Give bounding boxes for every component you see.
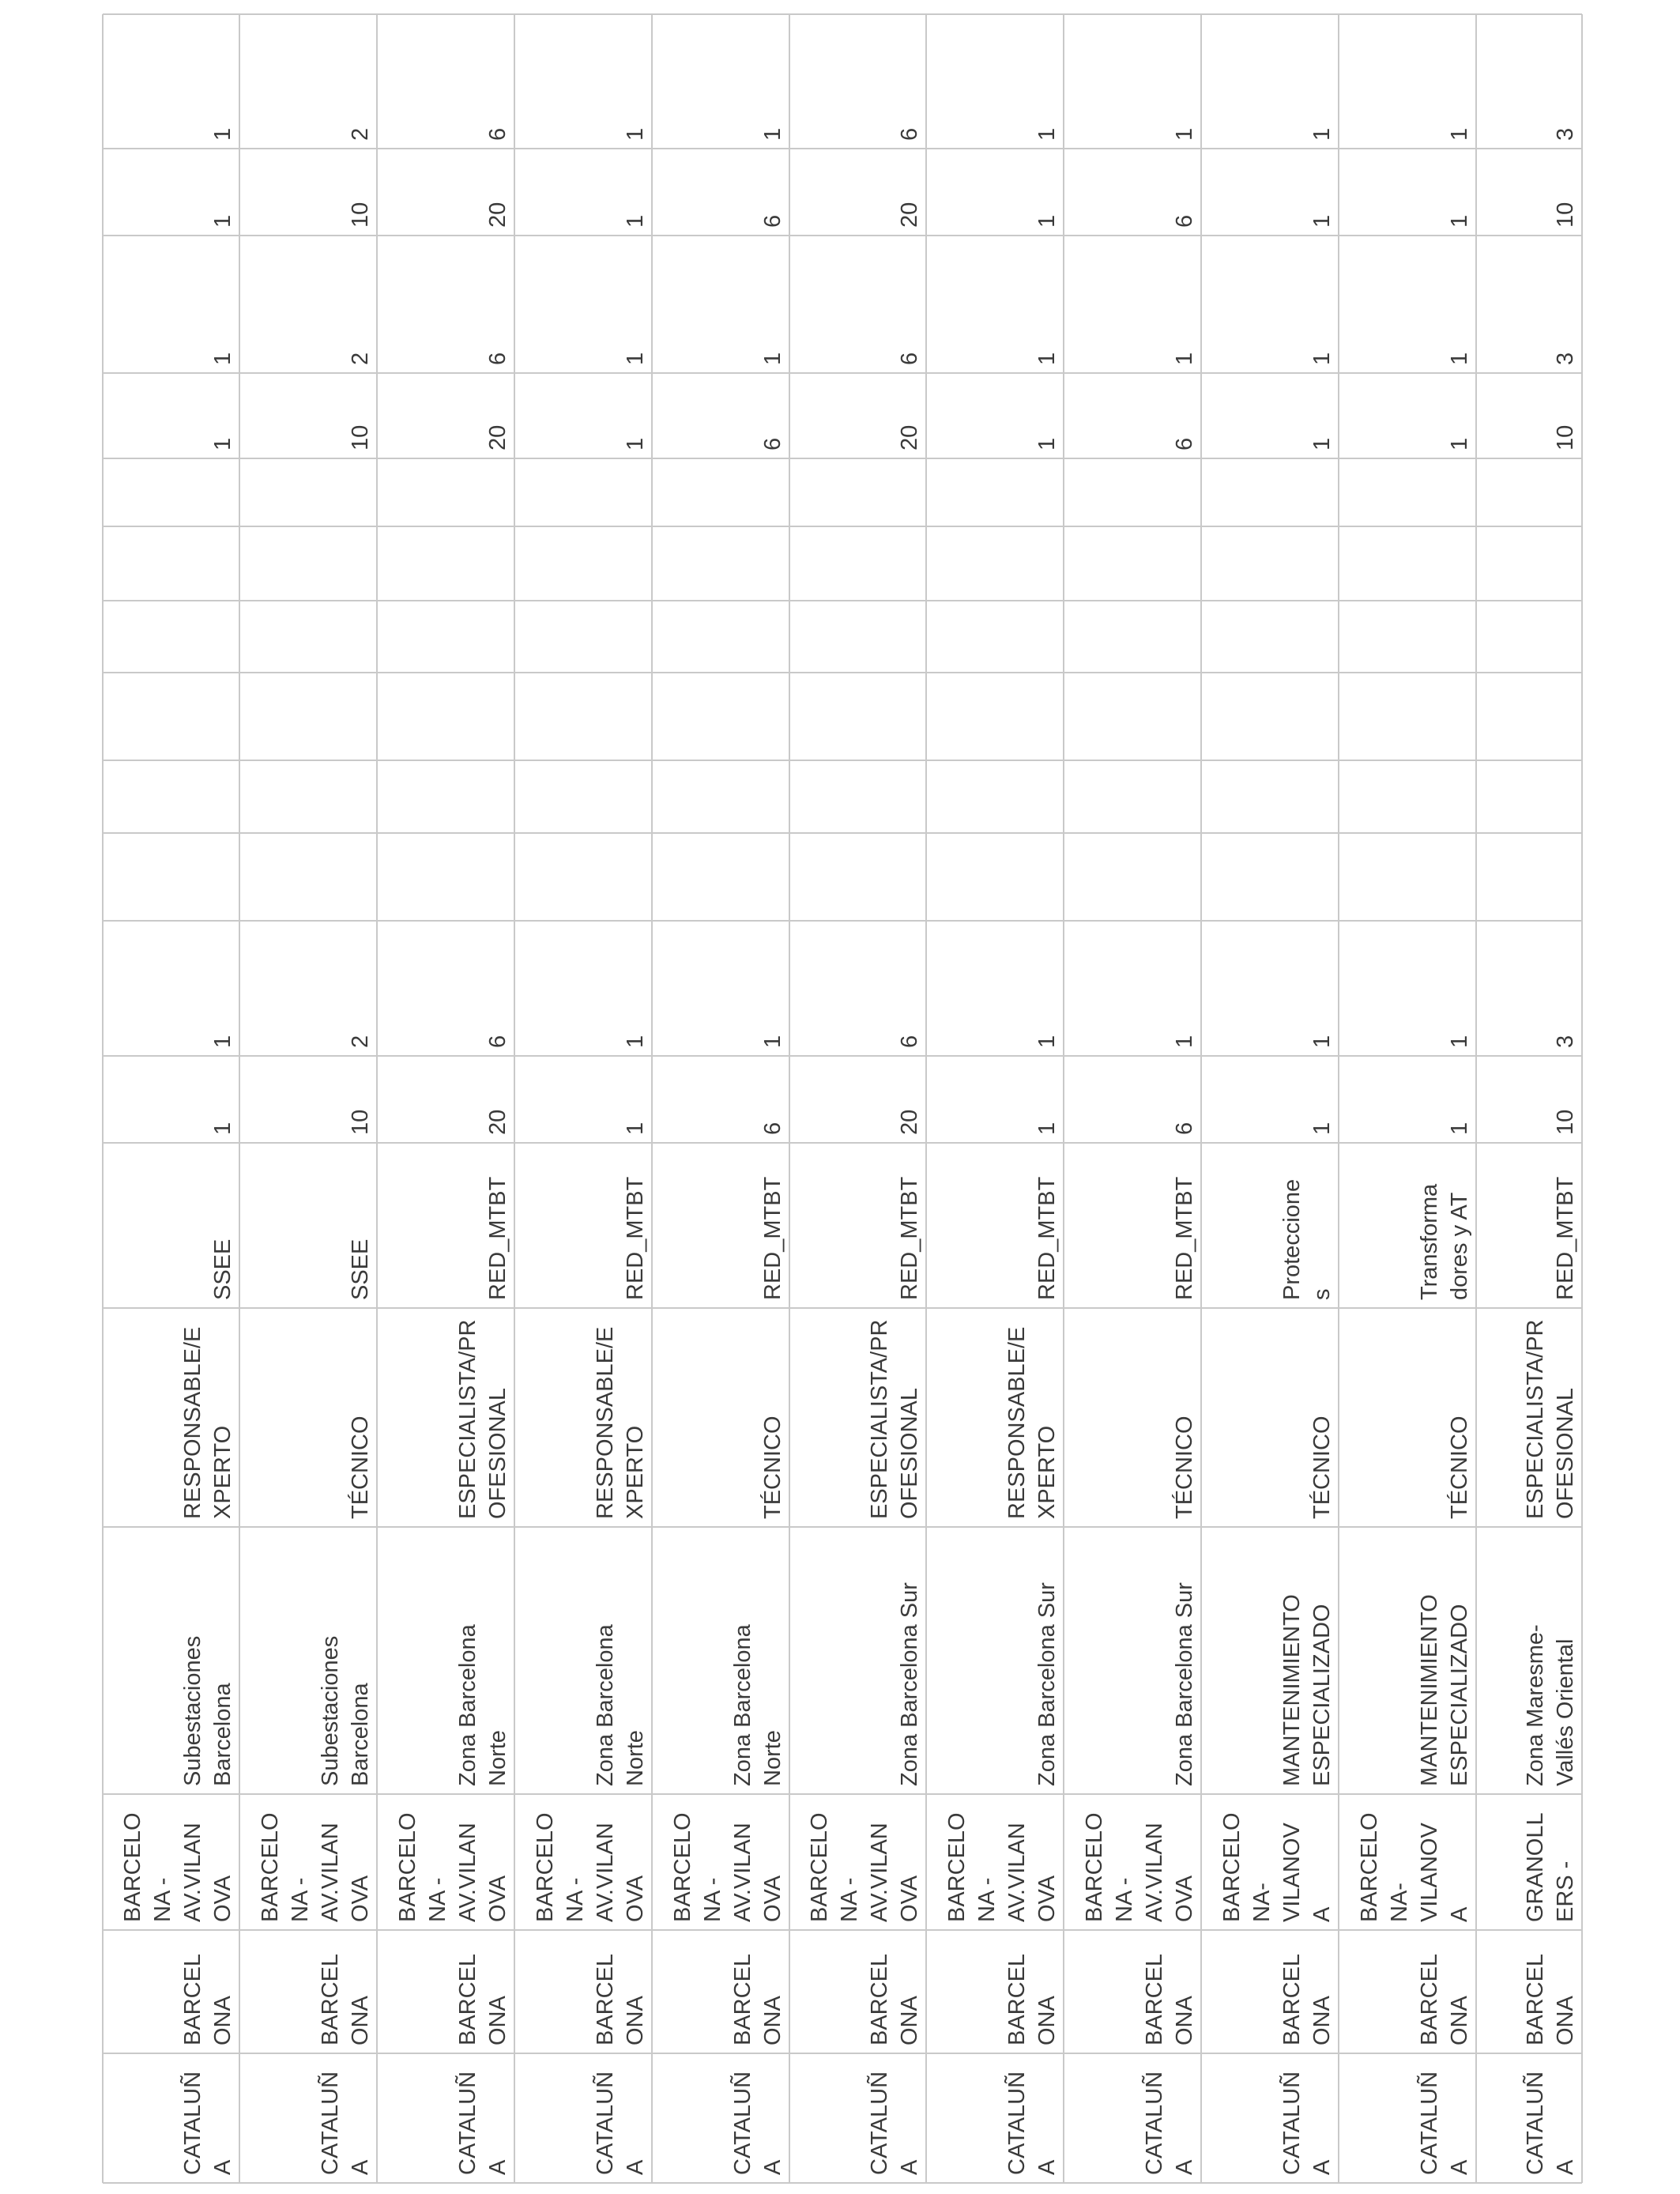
table-cell-text: 6 bbox=[485, 1035, 510, 1048]
table-cell-text: OFESIONAL bbox=[1553, 1388, 1578, 1519]
table-cell-text: 6 bbox=[760, 214, 785, 228]
table-cell-text: 1 bbox=[1309, 214, 1335, 228]
table-cell-text: 2 bbox=[348, 127, 373, 141]
table-cell-text: 20 bbox=[897, 202, 922, 228]
table-cell-text: CATALUÑ bbox=[1417, 2071, 1442, 2175]
table-cell-text: XPERTO bbox=[623, 1425, 648, 1519]
table-cell-text: AV.VILAN bbox=[1004, 1823, 1030, 1922]
table-cell-text: 1 bbox=[1172, 352, 1197, 365]
table-cell-text: 1 bbox=[210, 437, 235, 450]
table-cell-text: Proteccione bbox=[1279, 1178, 1305, 1300]
table-cell-text: 6 bbox=[897, 1035, 922, 1048]
table-cell-text: 10 bbox=[348, 424, 373, 450]
table-cell-text: XPERTO bbox=[210, 1425, 235, 1519]
table-cell-text: 20 bbox=[897, 424, 922, 450]
table-cell-text: OFESIONAL bbox=[897, 1388, 922, 1519]
table-cell-text: BARCEL bbox=[455, 1953, 480, 2045]
table-cell-text: Zona Barcelona bbox=[455, 1624, 480, 1786]
table-cell-text: MANTENIMIENTO bbox=[1417, 1594, 1442, 1786]
table-cell-text: Zona Barcelona bbox=[593, 1624, 618, 1786]
table-cell-text: Subestaciones bbox=[180, 1635, 205, 1786]
table-cell-text: 3 bbox=[1553, 352, 1578, 365]
table-cell-text: ERS - bbox=[1553, 1860, 1578, 1922]
table-cell-text: 20 bbox=[897, 1109, 922, 1135]
table-cell-text: OVA bbox=[1034, 1875, 1060, 1922]
table-cell-text: 6 bbox=[485, 352, 510, 365]
table-cell-text: 1 bbox=[1447, 352, 1472, 365]
table-cell-text: AV.VILAN bbox=[318, 1823, 343, 1922]
table-cell-text: BARCEL bbox=[593, 1953, 618, 2045]
table-cell-text: 1 bbox=[1034, 214, 1060, 228]
table-cell-text: BARCELO bbox=[120, 1812, 145, 1922]
table-cell-text: 1 bbox=[210, 352, 235, 365]
table-cell-text: NA - bbox=[425, 1877, 450, 1922]
table-cell-text: 1 bbox=[623, 1035, 648, 1048]
table-cell-text: BARCEL bbox=[867, 1953, 892, 2045]
table-cell-text: BARCEL bbox=[318, 1953, 343, 2045]
table-cell-text: 1 bbox=[1309, 1035, 1335, 1048]
table-cell-text: A bbox=[1447, 1906, 1472, 1922]
table-cell-text: ONA bbox=[897, 1996, 922, 2045]
table-cell-text: MANTENIMIENTO bbox=[1279, 1594, 1305, 1786]
table-cell-text: ONA bbox=[485, 1996, 510, 2045]
table-cell-text: Vallés Oriental bbox=[1553, 1638, 1578, 1786]
table-cell-text: 1 bbox=[210, 1035, 235, 1048]
table-cell-text: ONA bbox=[1447, 1996, 1472, 2045]
table-cell-text: A bbox=[485, 2159, 510, 2175]
table-cell-text: BARCELO bbox=[258, 1812, 283, 1922]
table-cell-text: OVA bbox=[348, 1875, 373, 1922]
table-cell-text: 1 bbox=[1447, 1035, 1472, 1048]
table-cell-text: 6 bbox=[1172, 437, 1197, 450]
table-cell-text: dores y AT bbox=[1447, 1192, 1472, 1300]
table-cell-text: A bbox=[623, 2159, 648, 2175]
table-cell-text: AV.VILAN bbox=[867, 1823, 892, 1922]
table-cell-text: Zona Maresme- bbox=[1523, 1624, 1548, 1786]
table-cell-text: CATALUÑ bbox=[593, 2071, 618, 2175]
table-cells bbox=[120, 128, 1578, 2175]
table-cell-text: 1 bbox=[760, 127, 785, 141]
table-cell-text: Zona Barcelona Sur bbox=[897, 1582, 922, 1786]
table-cell-text: 20 bbox=[485, 424, 510, 450]
table-cell-text: 6 bbox=[897, 127, 922, 141]
table-cell-text: GRANOLL bbox=[1523, 1812, 1548, 1922]
table-cell-text: A bbox=[348, 2159, 373, 2175]
table-cell-text: 20 bbox=[485, 202, 510, 228]
table-cell-text: 1 bbox=[1309, 127, 1335, 141]
table-cell-text: 2 bbox=[348, 352, 373, 365]
table-cell-text: BARCELO bbox=[395, 1812, 420, 1922]
table-cell-text: BARCELO bbox=[944, 1812, 970, 1922]
table-cell-text: 6 bbox=[760, 437, 785, 450]
table-cell-text: 1 bbox=[210, 127, 235, 141]
table-cell-text: CATALUÑ bbox=[1142, 2071, 1167, 2175]
table-cell-text: ESPECIALISTA/PR bbox=[867, 1319, 892, 1519]
table-cell-text: A bbox=[760, 2159, 785, 2175]
table-cell-text: 1 bbox=[623, 1122, 648, 1135]
table-cell-text: BARCEL bbox=[1279, 1953, 1305, 2045]
table-cell-text: ONA bbox=[760, 1996, 785, 2045]
table-cell-text: OVA bbox=[485, 1875, 510, 1922]
table-cell-text: 1 bbox=[1447, 214, 1472, 228]
table-cell-text: RESPONSABLE/E bbox=[593, 1326, 618, 1519]
table-cell-text: 1 bbox=[210, 214, 235, 228]
table-cell-text: VILANOV bbox=[1417, 1823, 1442, 1922]
table-cell-text: Transforma bbox=[1417, 1183, 1442, 1300]
table-cell-text: SSEE bbox=[348, 1238, 373, 1300]
table-cell-text: RED_MTBT bbox=[485, 1176, 510, 1300]
table-cell-text: RED_MTBT bbox=[760, 1176, 785, 1300]
table-cell-text: OVA bbox=[760, 1875, 785, 1922]
table-cell-text: RESPONSABLE/E bbox=[180, 1326, 205, 1519]
table-cell-text: NA - bbox=[700, 1877, 725, 1922]
table-cell-text: 1 bbox=[1447, 127, 1472, 141]
table-cell-text: 10 bbox=[1553, 424, 1578, 450]
table-cell-text: ONA bbox=[1172, 1996, 1197, 2045]
table-cell-text: 1 bbox=[623, 127, 648, 141]
table-cell-text: TÉCNICO bbox=[1447, 1416, 1472, 1519]
table-cell-text: RED_MTBT bbox=[623, 1176, 648, 1300]
table-cell-text: ONA bbox=[1034, 1996, 1060, 2045]
table-cell-text: 1 bbox=[1172, 127, 1197, 141]
table-cell-text: OVA bbox=[210, 1875, 235, 1922]
table-cell-text: 1 bbox=[210, 1122, 235, 1135]
table-cell-text: ONA bbox=[1553, 1996, 1578, 2045]
table-cell-text: BARCELO bbox=[807, 1812, 832, 1922]
table-cell-text: NA - bbox=[150, 1877, 175, 1922]
table-cell-text: 2 bbox=[348, 1035, 373, 1048]
table-cell-text: CATALUÑ bbox=[1004, 2071, 1030, 2175]
table-cell-text: TÉCNICO bbox=[1309, 1416, 1335, 1519]
table-cell-text: A bbox=[1309, 2159, 1335, 2175]
table-cell-text: A bbox=[897, 2159, 922, 2175]
table-cell-text: 10 bbox=[1553, 1109, 1578, 1135]
table-cell-text: 1 bbox=[760, 352, 785, 365]
table-cell-text: 1 bbox=[1309, 352, 1335, 365]
table-cell-text: Norte bbox=[485, 1730, 510, 1786]
table-cell-text: TÉCNICO bbox=[1172, 1416, 1197, 1519]
table-cell-text: XPERTO bbox=[1034, 1425, 1060, 1519]
table-cell-text: NA - bbox=[837, 1877, 862, 1922]
table-cell-text: 6 bbox=[760, 1122, 785, 1135]
table-cell-text: A bbox=[1309, 1906, 1335, 1922]
table-cell-text: Subestaciones bbox=[318, 1635, 343, 1786]
table-cell-text: Barcelona bbox=[210, 1683, 235, 1786]
table-cell-text: 3 bbox=[1553, 1035, 1578, 1048]
table-cell-text: 1 bbox=[623, 352, 648, 365]
table-cell-text: ONA bbox=[348, 1996, 373, 2045]
table-cell-text: BARCEL bbox=[180, 1953, 205, 2045]
table-cell-text: ONA bbox=[1309, 1996, 1335, 2045]
table-cell-text: BARCEL bbox=[1004, 1953, 1030, 2045]
table-cell-text: 10 bbox=[348, 202, 373, 228]
table-cell-text: A bbox=[1172, 2159, 1197, 2175]
table-cell-text: BARCEL bbox=[1523, 1953, 1548, 2045]
table-cell-text: CATALUÑ bbox=[867, 2071, 892, 2175]
table-cell-text: BARCEL bbox=[1417, 1953, 1442, 2045]
table-cell-text: BARCELO bbox=[1219, 1812, 1245, 1922]
table-cell-text: Norte bbox=[623, 1730, 648, 1786]
table-cell-text: CATALUÑ bbox=[1523, 2071, 1548, 2175]
table-cell-text: Zona Barcelona Sur bbox=[1034, 1582, 1060, 1786]
table-cell-text: ESPECIALIZADO bbox=[1309, 1604, 1335, 1786]
table-cell-text: BARCEL bbox=[1142, 1953, 1167, 2045]
table-cell-text: BARCELO bbox=[1357, 1812, 1382, 1922]
table-cell-text: ESPECIALISTA/PR bbox=[1523, 1319, 1548, 1519]
table-cell-text: RED_MTBT bbox=[1172, 1176, 1197, 1300]
table-cell-text: AV.VILAN bbox=[455, 1823, 480, 1922]
table-cell-text: A bbox=[1034, 2159, 1060, 2175]
table-cell-text: AV.VILAN bbox=[730, 1823, 755, 1922]
table-cell-text: TÉCNICO bbox=[348, 1416, 373, 1519]
table-cell-text: 6 bbox=[1172, 214, 1197, 228]
table-cell-text: Zona Barcelona bbox=[730, 1624, 755, 1786]
table-cell-text: 1 bbox=[760, 1035, 785, 1048]
table-cell-text: OVA bbox=[1172, 1875, 1197, 1922]
table-cell-text: s bbox=[1309, 1288, 1335, 1300]
table-cell-text: 20 bbox=[485, 1109, 510, 1135]
table-cell-text: RED_MTBT bbox=[897, 1176, 922, 1300]
table-cell-text: Barcelona bbox=[348, 1683, 373, 1786]
table-cell-text: OFESIONAL bbox=[485, 1388, 510, 1519]
table-cell-text: ONA bbox=[623, 1996, 648, 2045]
table-cell-text: CATALUÑ bbox=[318, 2071, 343, 2175]
table-cell-text: BARCELO bbox=[1082, 1812, 1107, 1922]
table-cell-text: NA - bbox=[563, 1877, 588, 1922]
table-cell-text: 1 bbox=[1034, 1122, 1060, 1135]
table-cell-text: 1 bbox=[1309, 437, 1335, 450]
table-cell-text: AV.VILAN bbox=[180, 1823, 205, 1922]
table-cell-text: TÉCNICO bbox=[760, 1416, 785, 1519]
table-cell-text: AV.VILAN bbox=[593, 1823, 618, 1922]
table-cell-text: 1 bbox=[1034, 127, 1060, 141]
table-cell-text: BARCEL bbox=[730, 1953, 755, 2045]
table-cell-text: 1 bbox=[1034, 352, 1060, 365]
table-cell-text: 1 bbox=[1447, 1122, 1472, 1135]
table-cell-text: 6 bbox=[485, 127, 510, 141]
table-cell-text: A bbox=[210, 2159, 235, 2175]
table-cell-text: Norte bbox=[760, 1730, 785, 1786]
table-cell-text: AV.VILAN bbox=[1142, 1823, 1167, 1922]
table-cell-text: ONA bbox=[210, 1996, 235, 2045]
table-cell-text: 1 bbox=[1309, 1122, 1335, 1135]
table-cell-text: CATALUÑ bbox=[730, 2071, 755, 2175]
table-cell-text: NA - bbox=[1112, 1877, 1137, 1922]
table-cell-text: ESPECIALISTA/PR bbox=[455, 1319, 480, 1519]
table-cell-text: 10 bbox=[348, 1109, 373, 1135]
table-cell-text: A bbox=[1447, 2159, 1472, 2175]
table-cell-text: NA - bbox=[974, 1877, 1000, 1922]
table-cell-text: 1 bbox=[623, 214, 648, 228]
table-cell-text: RESPONSABLE/E bbox=[1004, 1326, 1030, 1519]
table-cell-text: ESPECIALIZADO bbox=[1447, 1604, 1472, 1786]
table-cell-text: Zona Barcelona Sur bbox=[1172, 1582, 1197, 1786]
table-cell-text: BARCELO bbox=[533, 1812, 558, 1922]
table-cell-text: RED_MTBT bbox=[1034, 1176, 1060, 1300]
table-cell-text: 1 bbox=[1034, 437, 1060, 450]
table-cell-text: CATALUÑ bbox=[1279, 2071, 1305, 2175]
table-cell-text: NA- bbox=[1387, 1883, 1412, 1922]
table-cell-text: NA - bbox=[288, 1877, 313, 1922]
table-cell-text: 3 bbox=[1553, 127, 1578, 141]
table-cell-text: CATALUÑ bbox=[180, 2071, 205, 2175]
table-cell-text: VILANOV bbox=[1279, 1823, 1305, 1922]
table-cell-text: 1 bbox=[1172, 1035, 1197, 1048]
table-cell-text: BARCELO bbox=[670, 1812, 695, 1922]
table-cell-text: 1 bbox=[623, 437, 648, 450]
table-cell-text: 6 bbox=[897, 352, 922, 365]
table-cell-text: CATALUÑ bbox=[455, 2071, 480, 2175]
table-cell-text: 10 bbox=[1553, 202, 1578, 228]
table-cell-text: SSEE bbox=[210, 1238, 235, 1300]
table-cell-text: A bbox=[1553, 2159, 1578, 2175]
table-cell-text: OVA bbox=[623, 1875, 648, 1922]
table-cell-text: RED_MTBT bbox=[1553, 1176, 1578, 1300]
table-cell-text: 6 bbox=[1172, 1122, 1197, 1135]
table-cell-text: OVA bbox=[897, 1875, 922, 1922]
table-cell-text: NA- bbox=[1249, 1883, 1275, 1922]
table-cell-text: 1 bbox=[1447, 437, 1472, 450]
table-cell-text: 1 bbox=[1034, 1035, 1060, 1048]
